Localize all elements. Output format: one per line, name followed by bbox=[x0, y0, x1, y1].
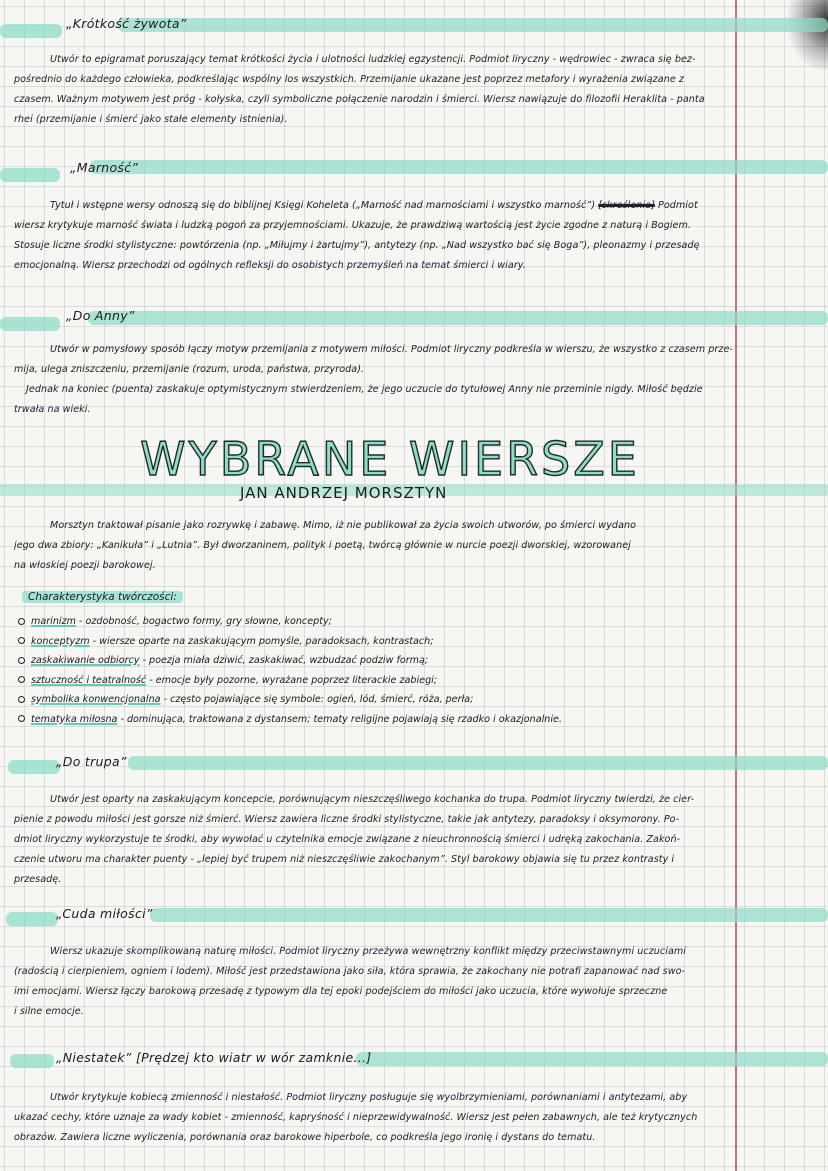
text-fragment: Tytuł i wstępne wersy odnoszą się do biblijnej Księgi Koheleta („Marność nad marnościami i wszystko marność”) bbox=[50, 200, 599, 211]
list-term: tematyka miłosna bbox=[31, 713, 118, 725]
text-line: Jednak na koniec (puenta) zaskakuje optymistycznym stwierdzeniem, że jego uczucie do tytułowej Anny nie przeminie nigdy. Miłość będzie bbox=[26, 384, 703, 395]
author-intro bbox=[14, 516, 814, 576]
list-item bbox=[18, 632, 562, 652]
text-line: jego dwa zbiory: „Kanikuła” i „Lutnia”. Był dworzaninem, polityk i poetą, twórcą głównie w nurcie poezji dworskiej, wzorowanej bbox=[14, 540, 631, 551]
highlighter-band bbox=[90, 160, 828, 174]
list-text: - emocje były pozorne, wyrażane poprzez literackie zabiegi; bbox=[146, 674, 438, 686]
text-line: imi emocjami. Wiersz łączy barokową przesadę z typowym dla tej epoki podejściem do miłości jako uczucia, które wywołuje sprzeczne bbox=[14, 986, 668, 997]
list-text: - poezja miała dziwić, zaskakiwać, wzbudzać podziw formą; bbox=[139, 655, 429, 666]
text-line: Utwór w pomysłowy sposób łączy motyw przemijania z motywem miłości. Podmiot liryczny podkreśla w wierszu, że wszystko z czasem prze- bbox=[50, 344, 733, 355]
page-title: WYBRANE WIERSZE bbox=[140, 432, 640, 486]
list-item bbox=[18, 710, 562, 730]
characteristics-heading: Charakterystyka twórczości: bbox=[22, 591, 183, 603]
text-line: czasem. Ważnym motywem jest próg - kołyska, czyli symboliczne połączenie narodzin i śmierci. Wiersz nawiązuje do filozofii Heraklita - panta bbox=[14, 94, 705, 105]
highlighter-band bbox=[128, 756, 828, 770]
text-line: dmiot liryczny wykorzystuje te środki, aby wywołać u czytelnika emocje związane z nieuchronnością śmierci i udręką zakochania. Zakoń- bbox=[14, 834, 681, 845]
list-term: konceptyzm bbox=[31, 635, 90, 647]
section-text-marnosc bbox=[14, 196, 814, 276]
bullet-icon bbox=[18, 657, 25, 664]
list-text: - dominująca, traktowana z dystansem; tematy religijne pojawiają się rzadko i okazjonalnie. bbox=[117, 713, 562, 725]
text-fragment: Podmiot bbox=[654, 200, 698, 211]
highlighter-band bbox=[118, 18, 828, 32]
section-text-cuda-milosci bbox=[14, 942, 814, 1022]
text-line: trwała na wieki. bbox=[14, 404, 91, 415]
bullet-icon bbox=[18, 618, 25, 625]
text-line: Utwór to epigramat poruszający temat krótkości życia i ulotności ludzkiej egzystencji. Podmiot liryczny - wędrowiec - zwraca się bez- bbox=[50, 54, 696, 65]
highlighter-stub bbox=[0, 168, 60, 182]
highlighter-stub bbox=[0, 24, 62, 38]
highlighter-stub bbox=[0, 317, 60, 331]
text-line: przesadę. bbox=[14, 874, 62, 885]
text-line: Wiersz ukazuje skomplikowaną naturę miłości. Podmiot liryczny przeżywa wewnętrzny konflikt między przeciwstawnymi uczuciami bbox=[50, 946, 687, 957]
text-line: pośrednio do każdego człowieka, podkreślając wspólny los wszystkich. Przemijanie ukazane jest poprzez metafory i wyrażenia związane z bbox=[14, 74, 684, 85]
text-line: na włoskiej poezji barokowej. bbox=[14, 560, 156, 571]
text-line: i silne emocje. bbox=[14, 1006, 84, 1017]
section-heading-do-anny: „Do Anny” bbox=[66, 308, 135, 323]
bullet-icon bbox=[18, 637, 25, 644]
list-item bbox=[18, 690, 562, 710]
list-term: symbolika konwencjonalna bbox=[31, 694, 161, 705]
highlighter-band bbox=[150, 908, 828, 922]
highlighter-stub bbox=[6, 912, 58, 926]
highlighter-stub bbox=[10, 1054, 54, 1068]
characteristics-list bbox=[18, 612, 562, 729]
text-line: Utwór jest oparty na zaskakującym koncepcie, porównującym nieszczęśliwego kochanka do trupa. Podmiot liryczny twierdzi, że cier- bbox=[50, 794, 695, 805]
text-line: obrazów. Zawiera liczne wyliczenia, porównania oraz barokowe hiperbole, co podkreśla jego ironię i dystans do tematu. bbox=[14, 1132, 596, 1143]
list-item bbox=[18, 671, 562, 691]
text-line: ukazać cechy, które uznaje za wady kobiet - zmienność, kapryśność i nieprzewidywalność. Wiersz jest pełen zabawnych, ale też krytycznych bbox=[14, 1112, 698, 1123]
text-line: czenie utworu ma charakter puenty - „lepiej być trupem niż nieszczęśliwie zakochanym”. Styl barokowy objawia się tu przez kontrasty i bbox=[14, 854, 675, 865]
text-line: Utwór krytykuje kobiecą zmienność i niestałość. Podmiot liryczny posługuje się wyolbrzymieniami, porównaniami i antytezami, aby bbox=[50, 1092, 688, 1103]
text-line: pienie z powodu miłości jest gorsze niż śmierć. Wiersz zawiera liczne środki stylistyczne, takie jak antytezy, paradoksy i oksymorony. Po- bbox=[14, 814, 680, 825]
list-item bbox=[18, 651, 562, 671]
section-heading-niestatek: „Niestatek” [Prędzej kto wiatr w wór zamknie...] bbox=[56, 1050, 372, 1065]
struck-text: [skreślenie] bbox=[598, 200, 655, 211]
text-line: (radością i cierpieniem, ogniem i lodem). Miłość jest przedstawiona jako siła, która sprawia, że zakochany nie potrafi zapanować nad swo- bbox=[14, 966, 686, 977]
section-heading-do-trupa: „Do trupa” bbox=[56, 754, 127, 769]
bullet-icon bbox=[18, 715, 25, 722]
bullet-icon bbox=[18, 696, 25, 703]
list-term: zaskakiwanie odbiorcy bbox=[31, 655, 140, 666]
list-term: sztuczność i teatralność bbox=[31, 674, 147, 686]
text-line: mija, ulega zniszczeniu, przemijanie (rozum, uroda, państwa, przyroda). bbox=[14, 364, 365, 375]
section-text-do-anny bbox=[14, 340, 814, 420]
text-line bbox=[14, 196, 814, 216]
list-term: marinizm bbox=[31, 616, 76, 627]
text-line: rhei (przemijanie i śmierć jako stałe elementy istnienia). bbox=[14, 114, 288, 125]
list-text: - wiersze oparte na zaskakującym pomyśle, paradoksach, kontrastach; bbox=[89, 635, 434, 647]
bullet-icon bbox=[18, 676, 25, 683]
highlighter-band bbox=[356, 1052, 828, 1066]
author-name: JAN ANDRZEJ MORSZTYN bbox=[240, 484, 448, 502]
section-text-niestatek bbox=[14, 1088, 814, 1148]
list-text: - ozdobność, bogactwo formy, gry słowne, koncepty; bbox=[75, 616, 332, 627]
section-text-do-trupa bbox=[14, 790, 814, 890]
list-item bbox=[18, 612, 562, 632]
highlighter-stub bbox=[8, 760, 60, 774]
highlighter-band bbox=[88, 311, 828, 325]
text-line: wiersz krytykuje marność świata i ludzką pogoń za przyjemnościami. Ukazuje, że prawdziwą wartością jest życie zgodne z naturą i Bogiem. bbox=[14, 220, 692, 231]
list-text: - często pojawiające się symbole: ogień, lód, śmierć, róża, perła; bbox=[160, 694, 474, 705]
text-line: Morsztyn traktował pisanie jako rozrywkę i zabawę. Mimo, iż nie publikował za życia swoich utworów, po śmierci wydano bbox=[50, 520, 637, 531]
section-heading-marnosc: „Marność” bbox=[70, 160, 139, 175]
text-line: emocjonalną. Wiersz przechodzi od ogólnych refleksji do osobistych przemyśleń na temat śmierci i wiary. bbox=[14, 260, 526, 271]
section-heading-cuda-milosci: „Cuda miłości” bbox=[56, 906, 153, 921]
section-text-krotkosc bbox=[14, 50, 814, 130]
section-heading-krotkosc: „Krótkość żywota” bbox=[66, 16, 187, 31]
text-line: Stosuje liczne środki stylistyczne: powtórzenia (np. „Miłujmy i żartujmy”), antytezy (np. „Nad wszystko bać się Boga”), pleonazmy i przesadę bbox=[14, 240, 700, 251]
